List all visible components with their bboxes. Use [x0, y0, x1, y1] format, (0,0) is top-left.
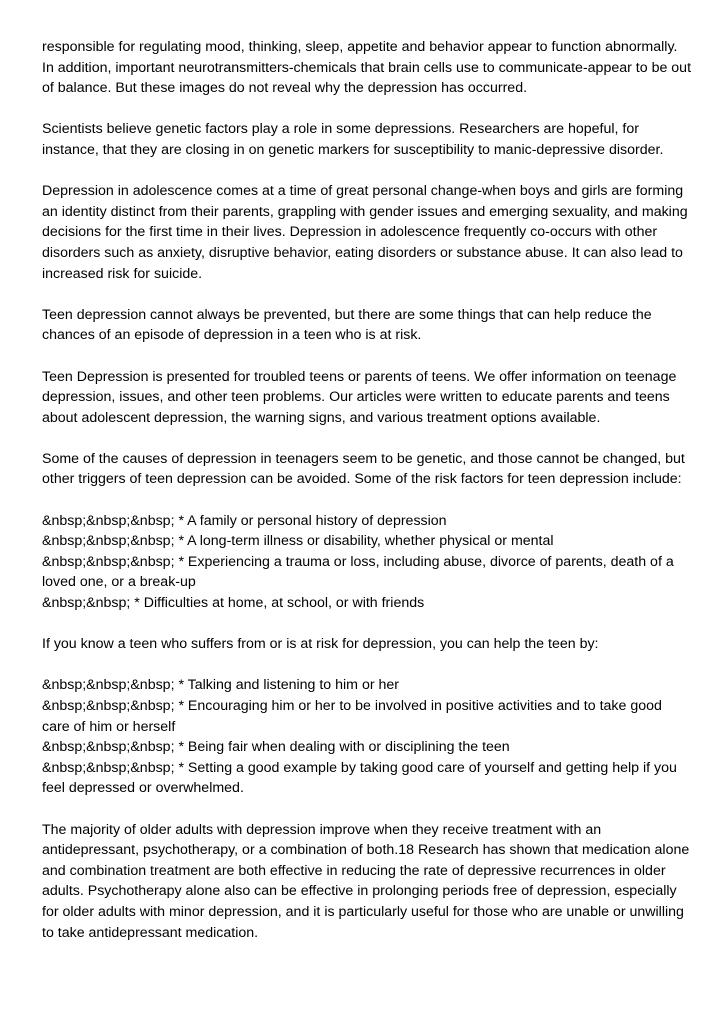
paragraph-adolescence: Depression in adolescence comes at a time of great personal change-when boys and girls are forming an identity distinct from their parents, grappling with gender issues and emerging sexuality, and making decisions for the first time in their lives. Depression in adolescence frequently co-occurs with other disorders such as anxiety, disruptive behavior, eating disorders or substance abuse. It can also lead to increased risk for suicide. — [42, 183, 688, 282]
list-item: &nbsp;&nbsp;&nbsp; * A family or personal history of depression — [42, 512, 447, 529]
help-items-list — [42, 675, 692, 799]
paragraph-help-intro: If you know a teen who suffers from or is at risk for depression, you can help the teen by: — [42, 636, 599, 653]
list-item: &nbsp;&nbsp;&nbsp; * Experiencing a trauma or loss, including abuse, divorce of parents, death of a loved one, or a break-up — [42, 553, 674, 591]
paragraph-brain-function: responsible for regulating mood, thinking, sleep, appetite and behavior appear to function abnormally. In addition, important neurotransmitters-chemicals that brain cells use to communicate-appear to be out of balance. But these images do not reveal why the depression has occurred. — [42, 39, 692, 97]
list-item: &nbsp;&nbsp;&nbsp; * A long-term illness or disability, whether physical or mental — [42, 533, 554, 550]
list-item: &nbsp;&nbsp;&nbsp; * Encouraging him or her to be involved in positive activities and to take good care of him or herself — [42, 698, 662, 735]
list-item: &nbsp;&nbsp; * Difficulties at home, at school, or with friends — [42, 595, 425, 612]
list-item: &nbsp;&nbsp;&nbsp; * Being fair when dealing with or disciplining the teen — [42, 739, 510, 756]
document-body — [42, 37, 692, 964]
paragraph-older-adults: The majority of older adults with depression improve when they receive treatment with an antidepressant, psychotherapy, or a combination of both.18 Research has shown that medication alone and combination treatment are both effective in reducing the rate of depressive recurrences in older adults. Psychotherapy alone also can be effective in prolonging periods free of depression, especially for older adults with minor depression, and it is particularly useful for those who are unable or unwilling to take antidepressant medication. — [42, 821, 690, 941]
list-item: &nbsp;&nbsp;&nbsp; * Setting a good example by taking good care of yourself and getting help if you feel depressed or overwhelmed. — [42, 759, 677, 797]
paragraph-teen-depression-info: Teen Depression is presented for troubled teens or parents of teens. We offer information on teenage depression, issues, and other teen problems. Our articles were written to educate parents and teens about adolescent depression, the warning signs, and various treatment options available. — [42, 368, 677, 426]
paragraph-genetic-factors: Scientists believe genetic factors play a role in some depressions. Researchers are hopeful, for instance, that they are closing in on genetic markers for susceptibility to manic-depressive disorder. — [42, 121, 664, 158]
list-item: &nbsp;&nbsp;&nbsp; * Talking and listening to him or her — [42, 677, 400, 694]
risk-factors-list — [42, 511, 692, 614]
paragraph-causes: Some of the causes of depression in teenagers seem to be genetic, and those cannot be changed, but other triggers of teen depression can be avoided. Some of the risk factors for teen depression include: — [42, 450, 685, 488]
paragraph-prevention: Teen depression cannot always be prevented, but there are some things that can help reduce the chances of an episode of depression in a teen who is at risk. — [42, 306, 652, 344]
